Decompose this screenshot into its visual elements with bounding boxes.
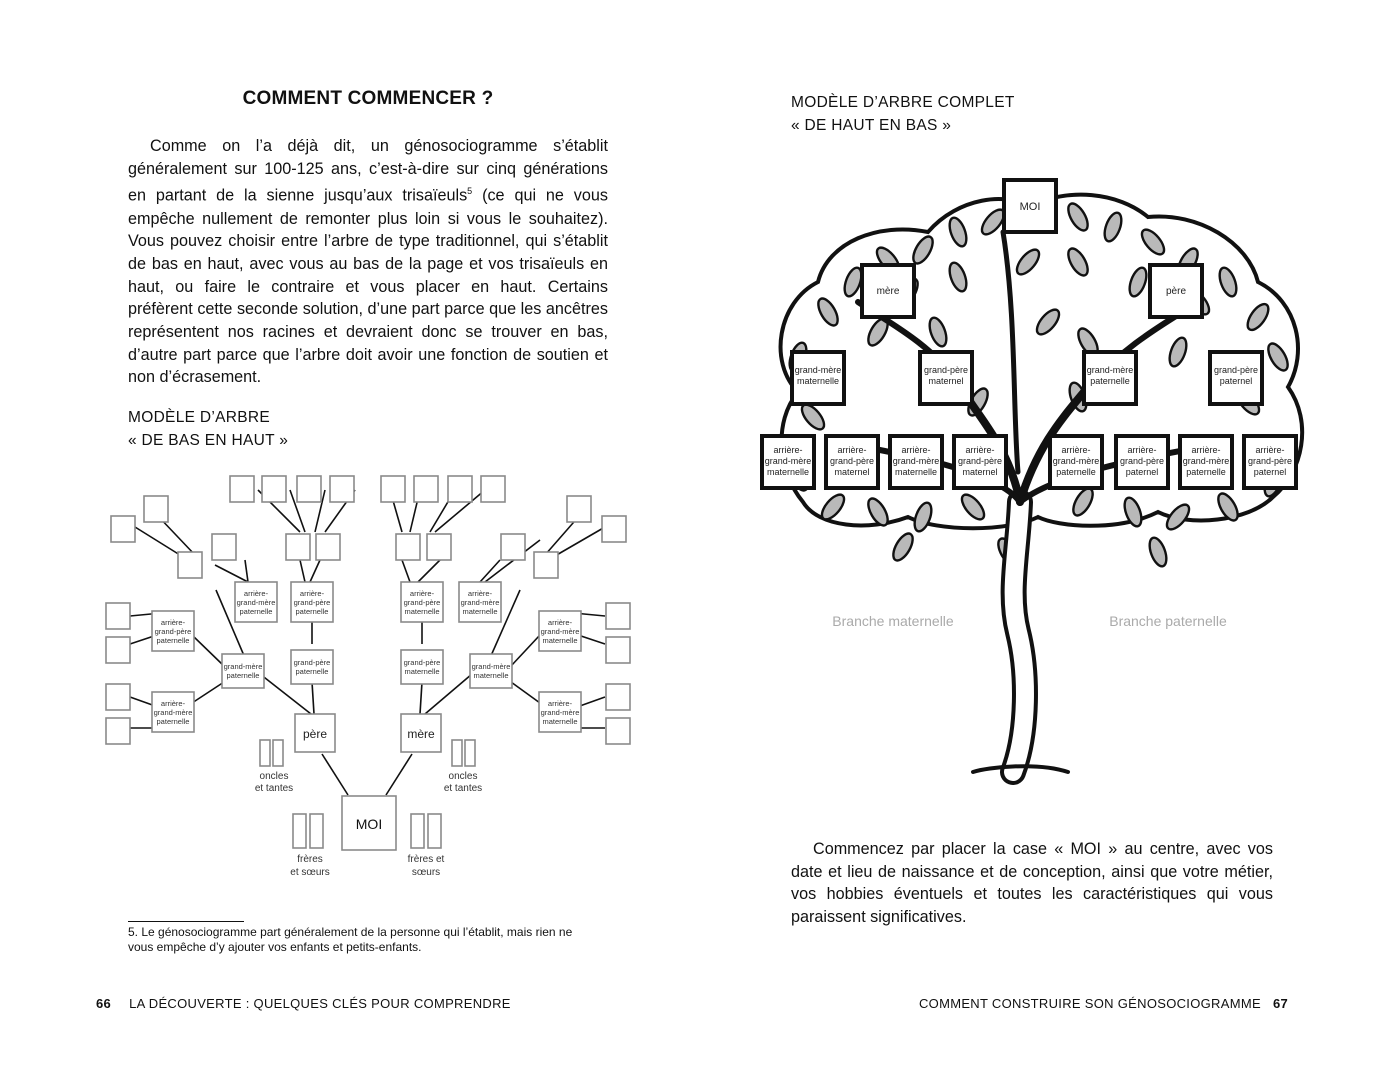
svg-text:grand-père: grand-père [1247,456,1293,466]
svg-text:arrière-: arrière- [1127,445,1157,455]
svg-text:arrière-: arrière- [901,445,931,455]
top-down-caption [791,92,1015,137]
svg-text:maternelle: maternelle [462,607,498,616]
svg-text:paternel: paternel [1253,467,1287,477]
svg-text:mère: mère [407,727,435,741]
box-agm-maternelle-right-2 [539,692,581,732]
svg-text:paternelle: paternelle [295,607,329,616]
outro-paragraph [791,838,1273,929]
footnote-ref[interactable]: 5 [467,186,473,197]
section-heading: COMMENT COMMENCER ? [242,88,494,109]
svg-text:arrière-: arrière- [409,589,435,598]
svg-text:grand-mère: grand-mère [540,627,580,636]
svg-text:père: père [302,727,328,741]
box-agp-maternelle [401,582,443,622]
box-gm-mat [792,352,844,404]
svg-text:paternel: paternel [1125,467,1159,477]
box-gp-maternelle [401,650,443,684]
box-agp-paternelle-left [152,611,194,651]
svg-text:maternel: maternel [962,467,998,477]
svg-text:grand-père: grand-père [293,598,331,607]
running-head: LA DÉCOUVERTE : QUELQUES CLÉS POUR COMPRENDRE [129,996,511,1011]
svg-text:MOI: MOI [1019,201,1041,213]
box-agm-pat-2 [1180,436,1232,488]
box-gm-maternelle [470,654,512,688]
svg-text:grand-père: grand-père [923,365,969,375]
box-agm-maternelle [459,582,501,622]
branch-maternal-label: Branche maternelle [832,613,954,629]
box-agp-pat-1 [1116,436,1168,488]
running-head: COMMENT CONSTRUIRE SON GÉNOSOCIOGRAMME [918,996,1261,1011]
intro-text: Comme on l’a déjà dit, un génosociogramme s’établit généralement sur 100-125 ans, c’est-à-dire sur cinq générations en partant de la sienne jusqu’aux trisaïeuls [128,137,608,205]
svg-text:maternelle: maternelle [766,467,810,477]
svg-text:oncles: oncles [448,771,478,782]
caption-line-1: MODÈLE D’ARBRE [128,409,271,426]
svg-text:maternel: maternel [928,376,964,386]
svg-text:grand-père: grand-père [154,627,192,636]
svg-text:maternelle: maternelle [542,717,578,726]
box-pere [295,714,335,752]
caption-line-2: « DE BAS EN HAUT » [128,431,289,449]
bottom-up-caption [128,407,288,452]
box-mere [401,714,441,752]
box-gm-pat [1084,352,1136,404]
right-page [700,0,1400,1075]
right-folio [919,996,1288,1011]
svg-text:grand-mère: grand-mère [892,456,940,466]
box-gp-pat [1210,352,1262,404]
svg-text:sœurs: sœurs [411,867,441,878]
box-agm-mat-1 [762,436,814,488]
box-moi [342,796,396,850]
left-folio [96,996,511,1011]
empty-ancestor-boxes [106,476,630,848]
caption-line-2: « DE HAUT EN BAS » [791,116,952,134]
svg-text:grand-père: grand-père [403,658,441,667]
svg-text:et tantes: et tantes [443,783,483,794]
intro-paragraph [128,135,608,389]
svg-text:maternelle: maternelle [894,467,938,477]
box-moi [1004,180,1056,232]
svg-text:arrière-: arrière- [467,589,493,598]
box-agm-paternelle-left [152,692,194,732]
box-agp-mat-1 [826,436,878,488]
svg-text:paternelle: paternelle [295,667,329,676]
svg-text:grand-mère: grand-mère [236,598,276,607]
svg-text:arrière-: arrière- [1191,445,1221,455]
box-agp-pat-2 [1244,436,1296,488]
svg-text:maternelle: maternelle [542,636,578,645]
svg-text:grand-père: grand-père [1213,365,1259,375]
svg-text:paternelle: paternelle [1090,376,1130,386]
box-agp-mat-2 [954,436,1006,488]
svg-text:arrière-: arrière- [160,699,186,708]
svg-text:arrière-: arrière- [837,445,867,455]
svg-text:arrière-: arrière- [243,589,269,598]
svg-text:et tantes: et tantes [254,783,294,794]
svg-text:maternelle: maternelle [796,376,840,386]
top-down-tree-illustration [758,172,1318,782]
svg-text:grand-père: grand-père [957,456,1003,466]
footnote-rule [128,921,244,922]
svg-text:grand-père: grand-père [829,456,875,466]
svg-text:paternel: paternel [1219,376,1253,386]
box-agp-paternelle [291,582,333,622]
svg-text:grand-père: grand-père [293,658,331,667]
svg-text:arrière-: arrière- [1255,445,1285,455]
svg-text:maternel: maternel [834,467,870,477]
box-agm-pat-1 [1050,436,1102,488]
branch-paternal-label: Branche paternelle [1109,613,1227,629]
svg-text:arrière-: arrière- [1061,445,1091,455]
box-agm-paternelle [235,582,277,622]
box-gp-paternelle [291,650,333,684]
svg-text:grand-mère: grand-mère [153,708,193,717]
page-number: 66 [96,996,112,1011]
svg-text:paternelle: paternelle [156,717,190,726]
outro-text: Commencez par placer la case « MOI » au centre, avec vos date et lieu de naissance et de conception, ainsi que votre métier, vos hobbies éventuels et toutes les caractéristiques qui vous paraissent significatives. [791,840,1273,927]
svg-text:grand-mère: grand-mère [223,662,263,671]
bottom-up-tree-diagram [100,470,640,890]
svg-text:arrière-: arrière- [773,445,803,455]
caption-line-1: MODÈLE D’ARBRE COMPLET [791,94,1015,111]
svg-text:et sœurs: et sœurs [290,867,330,878]
svg-text:frères et: frères et [407,854,445,865]
svg-text:grand-mère: grand-mère [540,708,580,717]
box-gm-paternelle [222,654,264,688]
svg-text:grand-mère: grand-mère [794,365,842,375]
svg-text:MOI: MOI [355,816,383,832]
svg-text:grand-mère: grand-mère [471,662,511,671]
box-gp-mat [920,352,972,404]
svg-text:grand-père: grand-père [1119,456,1165,466]
box-mere [862,265,914,317]
tree-connectors [130,490,605,795]
box-agm-mat-2 [890,436,942,488]
svg-text:arrière-: arrière- [547,699,573,708]
svg-text:paternelle: paternelle [1186,467,1226,477]
svg-text:grand-mère: grand-mère [1182,456,1230,466]
box-pere [1150,265,1202,317]
svg-text:paternelle: paternelle [156,636,190,645]
labeled-ancestor-boxes [152,582,581,878]
svg-text:père: père [1165,286,1187,297]
svg-text:grand-mère: grand-mère [460,598,500,607]
svg-text:grand-mère: grand-mère [1086,365,1134,375]
svg-text:arrière-: arrière- [299,589,325,598]
page-number: 67 [1272,996,1288,1011]
svg-text:maternelle: maternelle [404,607,440,616]
svg-text:frères: frères [297,854,323,865]
footnote: 5. Le génosociogramme part généralement de la personne qui l’établit, mais rien ne vous empêche d’y ajouter vos enfants et petits-enfants. [128,925,573,954]
svg-text:paternelle: paternelle [226,671,260,680]
intro-text-cont: (ce qui ne vous empêche nullement de remonter plus loin si vous le souhaitez). Vous pouvez choisir entre l’arbre de type traditionnel, qui s’établit de bas en haut, avec vous au bas de la page et vos trisaïeuls en haut, ou faire le contraire et vous placer en haut. Certains préfèrent cette seconde solution, d’une part parce que les ancêtres représentent nos racines et devraient donc se trouver en bas, d’autre part parce que l’arbre doit avoir une fonction de soutien et non d’écrasement. [128,186,609,387]
svg-text:arrière-: arrière- [965,445,995,455]
svg-text:grand-mère: grand-mère [1052,456,1100,466]
svg-text:maternelle: maternelle [404,667,440,676]
svg-text:grand-mère: grand-mère [764,456,812,466]
svg-text:mère: mère [876,286,900,297]
svg-text:paternelle: paternelle [1056,467,1096,477]
svg-text:paternelle: paternelle [239,607,273,616]
svg-text:oncles: oncles [259,771,289,782]
svg-text:maternelle: maternelle [473,671,509,680]
svg-text:grand-père: grand-père [403,598,441,607]
svg-text:arrière-: arrière- [160,618,186,627]
svg-text:arrière-: arrière- [547,618,573,627]
box-agm-maternelle-right [539,611,581,651]
